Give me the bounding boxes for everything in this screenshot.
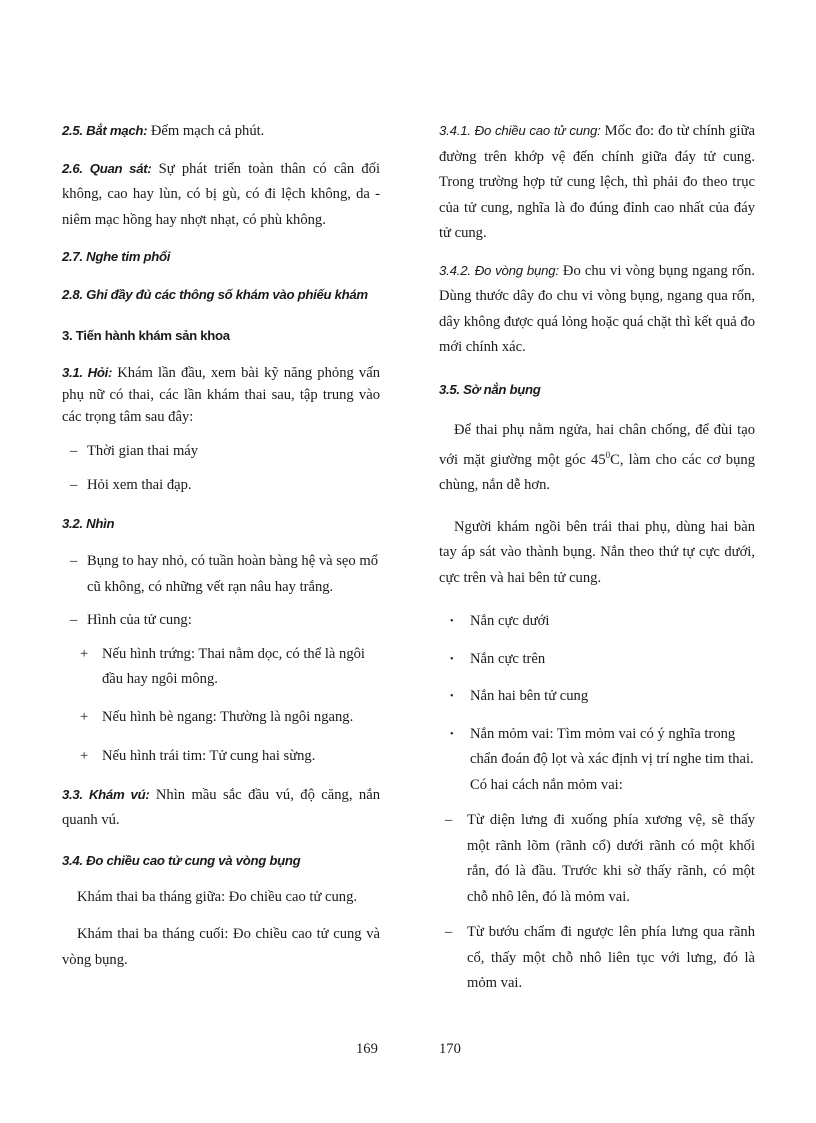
heading-3-3: 3.3. Khám vú: <box>62 786 150 802</box>
list-item <box>439 920 755 997</box>
heading-3-2: 3.2. Nhìn <box>62 516 115 531</box>
dash-marker: – <box>445 924 453 941</box>
item-text: Nếu hình trái tim: Tử cung hai sừng. <box>102 748 316 764</box>
section-3-4-1 <box>439 118 755 247</box>
section-3-3 <box>62 782 380 834</box>
heading-3-4-1: 3.4.1. Đo chiều cao tử cung: <box>439 123 601 138</box>
plus-marker: + <box>80 748 89 764</box>
paragraph <box>439 418 755 499</box>
text-3-4-2: Đo chu vi vòng bụng ngang rốn. Dùng thước dây đo chu vi vòng bụng, ngang qua rốn, dây không được quá lỏng hoặc quá chặt thì kết quả đo mới chính xác. <box>439 262 755 355</box>
item-text: Hình của tử cung: <box>87 612 192 628</box>
page-number-left: 169 <box>356 1041 378 1057</box>
right-column <box>439 118 755 1005</box>
text-3-4-1: Mốc đo: đo từ chính giữa đường trên khớp vệ đến chính giữa đáy tử cung. Trong trường hợp tử cung lệch, thì phải đo theo trục của tử cung, nghĩa là đo đúng đỉnh cao nhất của đáy tử cung. <box>439 123 755 241</box>
dash-marker: – <box>70 443 78 459</box>
heading-2-6: 2.6. Quan sát: <box>62 160 152 176</box>
section-2-6 <box>62 156 380 234</box>
heading-3-4: 3.4. Đo chiều cao tử cung và vòng bụng <box>62 852 301 868</box>
text-2-5: Đếm mạch cả phút. <box>147 123 265 139</box>
heading-3-1: 3.1. Hỏi: <box>62 365 113 380</box>
section-2-5 <box>62 118 380 145</box>
text-2-6: Sự phát triển toàn thân có cân đối không, cao hay lùn, có bị gù, có đi lệch không, da - niêm mạc hồng hay nhợt nhạt, có phù không. <box>62 160 380 228</box>
heading-3: 3. Tiến hành khám sản khoa <box>62 328 230 343</box>
paragraph: Khám thai ba tháng cuối: Đo chiều cao tử cung và vòng bụng. <box>62 926 380 968</box>
item-text: Từ diện lưng đi xuống phía xương vệ, sẽ thấy một rãnh lõm (rãnh cổ) dưới rãnh có một khối rắn, đó là đầu. Trước khi sờ thấy rãnh, có một chỗ nhô lên, đó là mỏm vai. <box>467 812 755 905</box>
item-text: Nếu hình bè ngang: Thường là ngôi ngang. <box>102 708 354 725</box>
item-text: Bụng to hay nhỏ, có tuần hoàn bàng hệ và sẹo mổ cũ không, có những vết rạn nâu hay trắng. <box>87 553 379 595</box>
paragraph-text: Để thai phụ nằm ngửa, hai chân chống, để đùi tạo với mặt giường một góc 45 <box>439 421 755 468</box>
sub-list-item <box>62 642 380 693</box>
section-3-4-2 <box>439 258 755 361</box>
list-item <box>62 608 380 634</box>
list-item <box>62 549 380 600</box>
bullet-marker: • <box>450 653 454 665</box>
dash-marker: – <box>70 553 78 569</box>
list-item <box>439 609 755 635</box>
sub-list-item <box>62 744 380 770</box>
superscript: 0 <box>605 450 611 460</box>
plus-marker: + <box>80 708 89 725</box>
item-text: Từ bướu chẩm đi ngược lên phía lưng qua rãnh cổ, thấy một chỗ nhô liên tục với lưng, đó là mỏm vai. <box>467 924 755 992</box>
heading-3-5: 3.5. Sờ nắn bụng <box>439 381 541 397</box>
list-item <box>439 647 755 673</box>
dash-marker: – <box>70 612 78 628</box>
list-item <box>62 473 380 499</box>
item-text: Hỏi xem thai đạp. <box>87 476 192 493</box>
item-text: Nắn cực dưới <box>470 613 550 630</box>
heading-2-5: 2.5. Bắt mạch: <box>62 123 148 138</box>
paragraph: Người khám ngồi bên trái thai phụ, dùng hai bàn tay áp sát vào thành bụng. Nắn theo thứ tự cực dưới, cực trên và hai bên tử cung. <box>439 518 755 586</box>
list-item <box>62 439 380 465</box>
list-item <box>439 684 755 710</box>
list-item <box>439 722 755 799</box>
item-text: Thời gian thai máy <box>87 443 199 459</box>
plus-marker: + <box>80 645 89 662</box>
bullet-marker: • <box>450 728 454 740</box>
heading-3-4-2: 3.4.2. Đo vòng bụng: <box>439 262 559 278</box>
bullet-marker: • <box>450 691 454 703</box>
page-number-right: 170 <box>439 1041 461 1057</box>
paragraph: Khám thai ba tháng giữa: Đo chiều cao tử cung. <box>77 888 358 905</box>
section-3-1 <box>62 362 380 428</box>
sub-list-item <box>62 705 380 731</box>
heading-2-8: 2.8. Ghi đầy đủ các thông số khám vào phiếu khám <box>62 287 368 302</box>
item-text: Nắn hai bên tử cung <box>470 688 589 705</box>
dash-marker: – <box>445 812 453 829</box>
left-column <box>62 118 380 984</box>
heading-2-7: 2.7. Nghe tim phổi <box>62 249 171 264</box>
bullet-marker: • <box>450 616 454 628</box>
item-text: Nếu hình trứng: Thai nằm dọc, có thể là ngôi đầu hay ngôi mông. <box>102 645 365 687</box>
text-3-3: Nhìn mầu sắc đầu vú, độ căng, nắn quanh vú. <box>62 786 380 828</box>
item-text: Nắn mỏm vai: Tìm mỏm vai có ý nghĩa trong chẩn đoán độ lọt và xác định vị trí nghe tim thai. Có hai cách nắn mỏm vai: <box>470 725 754 793</box>
paragraph-text: C, làm cho các cơ bụng chùng, nắn dễ hơn. <box>439 451 755 494</box>
item-text: Nắn cực trên <box>470 650 546 667</box>
list-item <box>439 808 755 910</box>
dash-marker: – <box>70 476 78 493</box>
text-3-1: Khám lần đầu, xem bài kỹ năng phỏng vấn phụ nữ có thai, các lần khám thai sau, tập trung vào các trọng tâm sau đây: <box>62 365 380 425</box>
